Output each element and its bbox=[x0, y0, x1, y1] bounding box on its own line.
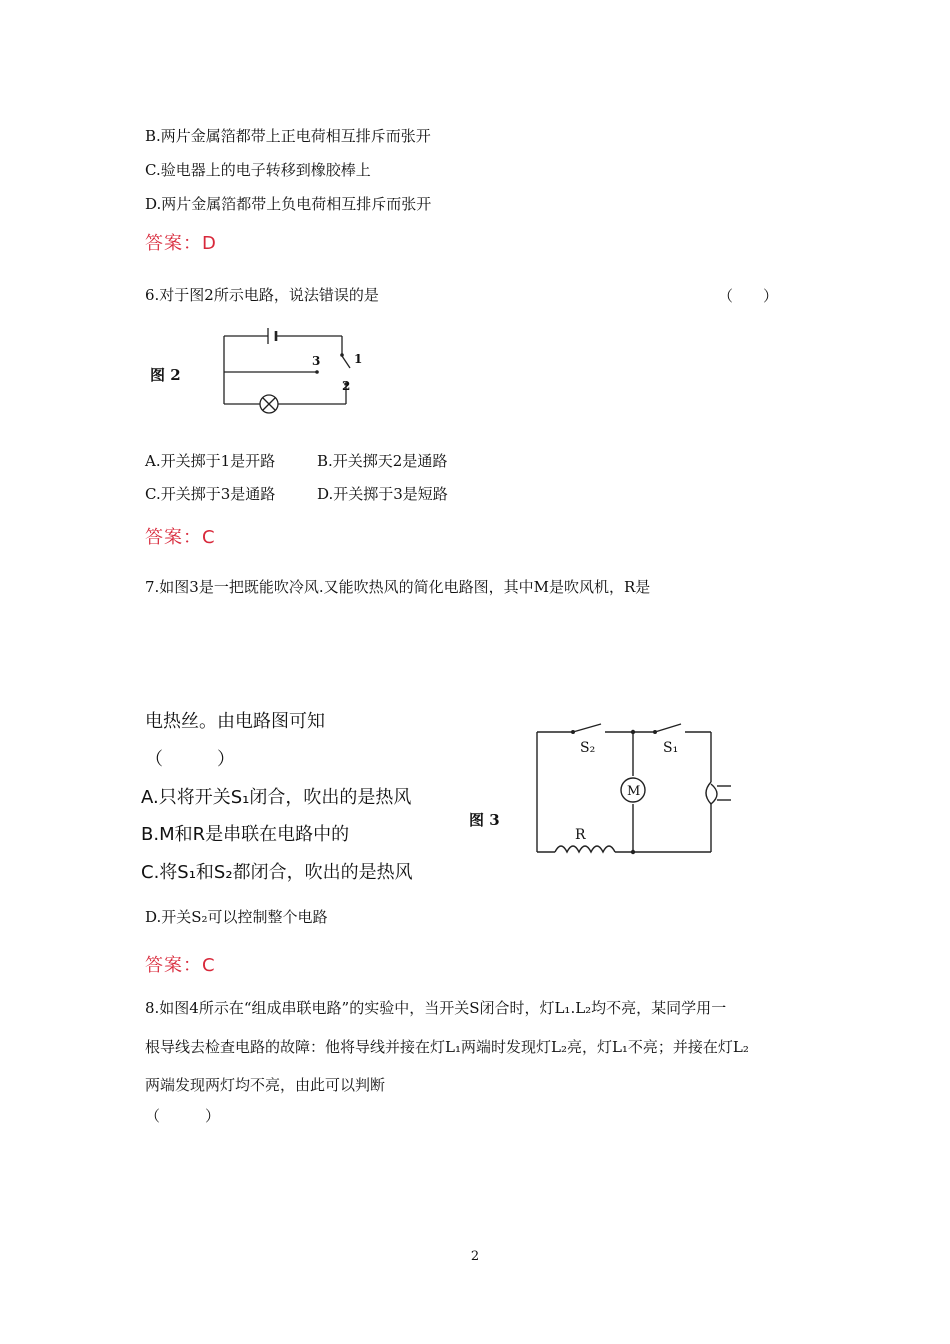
q7-scan-option-c: C.将S₁和S₂都闭合，吹出的是热风 bbox=[141, 862, 413, 883]
q5-option-c: C.验电器上的电子转移到橡胶棒上 bbox=[145, 161, 371, 179]
q6-option-a: A.开关掷于1是开路 bbox=[145, 452, 276, 470]
q6-circuit-figure bbox=[140, 318, 380, 422]
q7-option-d: D.开关S₂可以控制整个电路 bbox=[145, 908, 328, 926]
q5-option-d: D.两片金属箔都带上负电荷相互排斥而张开 bbox=[145, 195, 432, 213]
terminal-3-dot bbox=[315, 370, 319, 374]
q8-paren: （ ） bbox=[145, 1107, 221, 1125]
terminal-1-label: 1 bbox=[354, 352, 363, 366]
q8-line2: 根导线去检查电路的故障：他将导线并接在灯L₁两端时发现灯L₂亮，灯L₁不亮；并接在灯L₂ bbox=[145, 1038, 749, 1056]
figure-3-label: 图 3 bbox=[469, 811, 500, 829]
q7-scan-paren: （ ） bbox=[145, 749, 235, 770]
q6-stem: 6.对于图2所示电路，说法错误的是 bbox=[145, 286, 379, 304]
q7-scan-option-b: B.M和R是串联在电路中的 bbox=[141, 824, 350, 845]
terminal-1-dot bbox=[340, 353, 344, 357]
motor-label: M bbox=[627, 784, 641, 799]
q5-answer: 答案：D bbox=[145, 233, 217, 254]
page-number: 2 bbox=[470, 1249, 480, 1264]
q6-answer: 答案：C bbox=[145, 527, 216, 548]
terminal-3-label: 3 bbox=[312, 354, 321, 368]
switch-s2-label: S₂ bbox=[580, 740, 596, 756]
q7-stem: 7.如图3是一把既能吹冷风.又能吹热风的简化电路图，其中M是吹风机，R是 bbox=[145, 578, 651, 596]
q8-line3: 两端发现两灯均不亮，由此可以判断 bbox=[145, 1076, 386, 1094]
q6-option-b: B.开关掷天2是通路 bbox=[317, 452, 448, 470]
q5-option-b: B.两片金属箔都带上正电荷相互排斥而张开 bbox=[145, 127, 431, 145]
q6-paren: （ ） bbox=[718, 287, 779, 305]
q7-scan-line1: 电热丝。由电路图可知 bbox=[145, 711, 325, 732]
q7-scan-option-a: A.只将开关S₁闭合，吹出的是热风 bbox=[141, 787, 412, 808]
q6-option-c: C.开关掷于3是通路 bbox=[145, 485, 276, 503]
q8-line1: 8.如图4所示在“组成串联电路”的实验中，当开关S闭合时，灯L₁.L₂均不亮，某同学用一 bbox=[145, 999, 727, 1017]
terminal-2-label: 2 bbox=[342, 379, 351, 393]
resistor-label: R bbox=[575, 827, 586, 843]
q7-circuit-figure bbox=[465, 712, 755, 862]
figure-2-label: 图 2 bbox=[150, 366, 181, 384]
switch-s1-label: S₁ bbox=[663, 740, 679, 756]
q7-answer: 答案：C bbox=[145, 955, 216, 976]
q6-option-d: D.开关掷于3是短路 bbox=[317, 485, 448, 503]
